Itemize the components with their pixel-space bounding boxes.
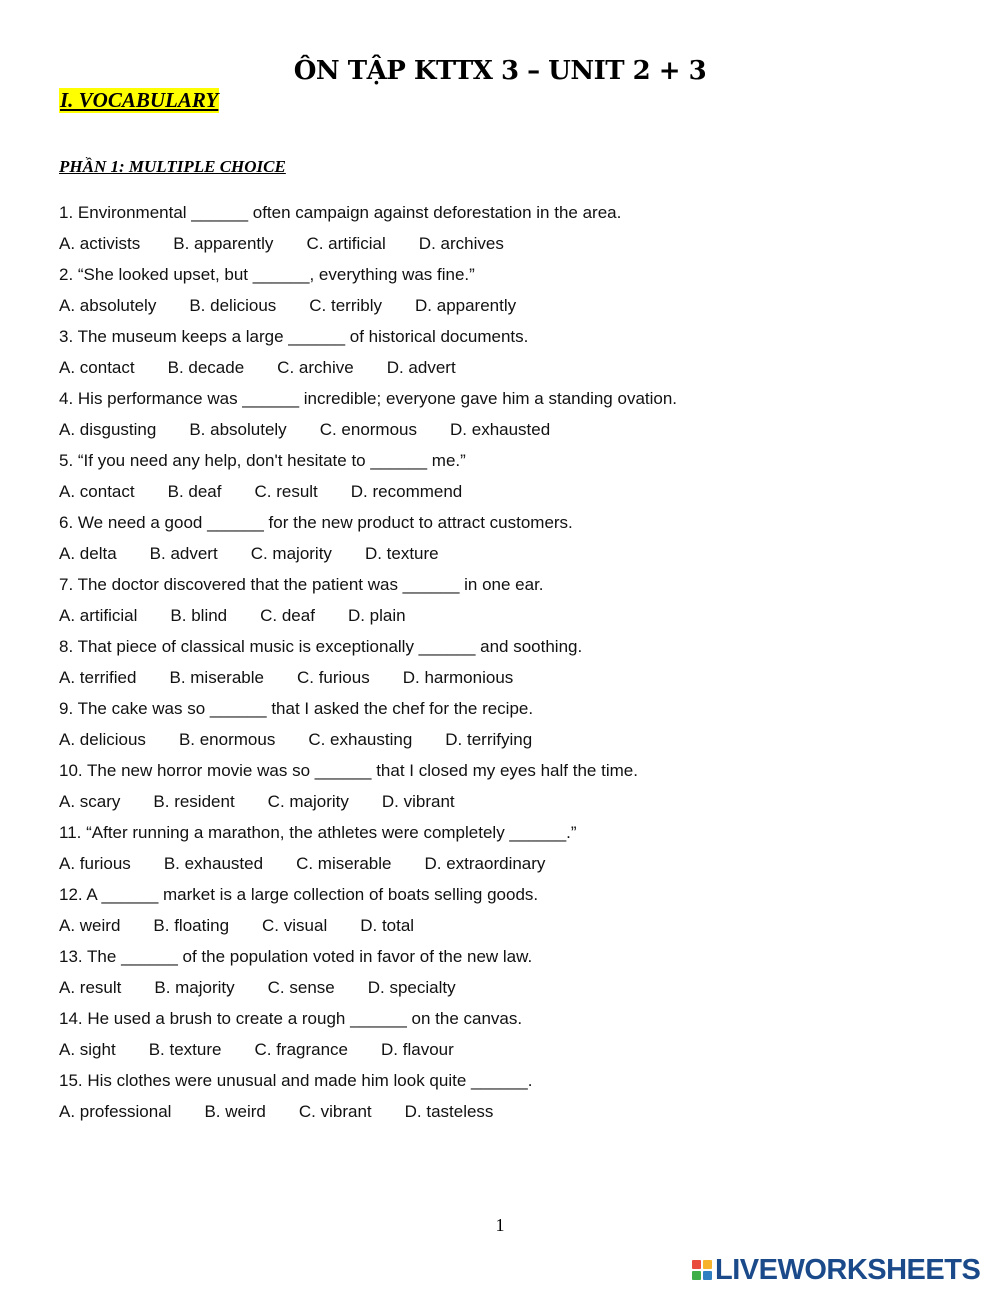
answer-options <box>59 604 959 635</box>
answer-option[interactable]: D. recommend <box>350 482 463 501</box>
answer-option[interactable]: C. majority <box>250 544 332 563</box>
answer-option[interactable]: B. miserable <box>169 668 264 687</box>
answer-option[interactable]: B. exhausted <box>163 854 264 873</box>
answer-option[interactable]: D. vibrant <box>381 792 455 811</box>
question-list <box>59 201 959 1131</box>
answer-option[interactable]: D. terrifying <box>445 730 533 749</box>
answer-option[interactable]: C. deaf <box>260 606 315 625</box>
answer-option[interactable]: D. harmonious <box>402 668 514 687</box>
answer-option[interactable]: C. sense <box>267 978 335 997</box>
answer-option[interactable]: D. flavour <box>381 1040 454 1059</box>
answer-option[interactable]: B. majority <box>154 978 235 997</box>
answer-option[interactable]: B. delicious <box>189 296 277 315</box>
answer-option[interactable]: B. enormous <box>178 730 276 749</box>
question-text: 1. Environmental ______ often campaign against deforestation in the area. <box>59 203 622 222</box>
answer-options <box>59 666 959 697</box>
answer-option[interactable]: C. majority <box>267 792 349 811</box>
answer-option[interactable]: C. artificial <box>306 234 386 253</box>
answer-option[interactable]: D. specialty <box>367 978 456 997</box>
answer-option[interactable]: B. apparently <box>173 234 274 253</box>
answer-options <box>59 1038 959 1069</box>
answer-option[interactable]: A. furious <box>59 854 131 873</box>
answer-options <box>59 356 959 387</box>
answer-option[interactable]: A. professional <box>59 1102 172 1121</box>
answer-option[interactable]: D. exhausted <box>450 420 551 439</box>
answer-options <box>59 418 959 449</box>
question-text: 10. The new horror movie was so ______ that I closed my eyes half the time. <box>59 761 638 780</box>
answer-option[interactable]: A. delta <box>59 544 117 563</box>
answer-option[interactable]: C. vibrant <box>298 1102 372 1121</box>
answer-option[interactable]: D. texture <box>364 544 439 563</box>
question-text: 9. The cake was so ______ that I asked the chef for the recipe. <box>59 699 534 718</box>
answer-option[interactable]: D. advert <box>386 358 456 377</box>
question-text: 6. We need a good ______ for the new product to attract customers. <box>59 513 573 532</box>
question-text: 8. That piece of classical music is exceptionally ______ and soothing. <box>59 637 583 656</box>
answer-option[interactable]: D. total <box>360 916 415 935</box>
logo-square-4 <box>703 1271 712 1280</box>
answer-option[interactable]: B. blind <box>170 606 228 625</box>
answer-options <box>59 790 959 821</box>
answer-option[interactable]: B. resident <box>153 792 235 811</box>
answer-options <box>59 852 959 883</box>
brand-text: LIVEWORKSHEETS <box>715 1253 981 1286</box>
answer-options <box>59 976 959 1007</box>
answer-option[interactable]: C. terribly <box>309 296 383 315</box>
answer-options <box>59 728 959 759</box>
answer-option[interactable]: A. artificial <box>59 606 138 625</box>
answer-option[interactable]: B. texture <box>148 1040 222 1059</box>
question-text: 7. The doctor discovered that the patient was ______ in one ear. <box>59 575 544 594</box>
answer-option[interactable]: A. result <box>59 978 122 997</box>
answer-option[interactable]: B. absolutely <box>189 420 287 439</box>
page-number: 1 <box>495 1215 505 1235</box>
answer-option[interactable]: C. visual <box>262 916 328 935</box>
answer-option[interactable]: A. scary <box>59 792 121 811</box>
answer-options <box>59 914 959 945</box>
question-text: 13. The ______ of the population voted in favor of the new law. <box>59 947 533 966</box>
answer-option[interactable]: A. sight <box>59 1040 116 1059</box>
answer-option[interactable]: B. deaf <box>167 482 222 501</box>
answer-option[interactable]: A. absolutely <box>59 296 157 315</box>
answer-option[interactable]: A. contact <box>59 358 135 377</box>
logo-square-3 <box>692 1271 701 1280</box>
answer-option[interactable]: D. apparently <box>415 296 517 315</box>
answer-options <box>59 1100 959 1131</box>
page-title: ÔN TẬP KTTX 3 – UNIT 2 + 3 <box>293 56 707 86</box>
answer-option[interactable]: D. archives <box>418 234 504 253</box>
answer-option[interactable]: B. decade <box>167 358 245 377</box>
answer-option[interactable]: C. furious <box>296 668 370 687</box>
question-text: 3. The museum keeps a large ______ of historical documents. <box>59 327 529 346</box>
answer-option[interactable]: B. weird <box>204 1102 266 1121</box>
section-heading: I. VOCABULARY <box>60 88 219 112</box>
logo-square-1 <box>692 1260 701 1269</box>
answer-options <box>59 232 959 263</box>
answer-option[interactable]: A. contact <box>59 482 135 501</box>
answer-option[interactable]: A. weird <box>59 916 121 935</box>
answer-option[interactable]: A. delicious <box>59 730 146 749</box>
question-text: 2. “She looked upset, but ______, everything was fine.” <box>59 265 475 284</box>
question-text: 5. “If you need any help, don't hesitate to ______ me.” <box>59 451 466 470</box>
answer-option[interactable]: A. activists <box>59 234 141 253</box>
answer-option[interactable]: A. terrified <box>59 668 137 687</box>
answer-option[interactable]: C. archive <box>277 358 354 377</box>
question-text: 12. A ______ market is a large collection of boats selling goods. <box>59 885 539 904</box>
answer-options <box>59 542 959 573</box>
answer-option[interactable]: D. tasteless <box>404 1102 494 1121</box>
answer-option[interactable]: A. disgusting <box>59 420 157 439</box>
answer-option[interactable]: B. advert <box>149 544 218 563</box>
question-text: 4. His performance was ______ incredible; everyone gave him a standing ovation. <box>59 389 678 408</box>
part-heading: PHẦN 1: MULTIPLE CHOICE <box>59 157 286 176</box>
logo-square-2 <box>703 1260 712 1269</box>
question-text: 11. “After running a marathon, the athletes were completely ______.” <box>59 823 577 842</box>
answer-options <box>59 480 959 511</box>
answer-option[interactable]: C. miserable <box>296 854 392 873</box>
answer-options <box>59 294 959 325</box>
answer-option[interactable]: D. plain <box>347 606 406 625</box>
answer-option[interactable]: B. floating <box>153 916 230 935</box>
answer-option[interactable]: C. exhausting <box>308 730 413 749</box>
answer-option[interactable]: C. fragrance <box>254 1040 349 1059</box>
brand-logo <box>692 1253 980 1287</box>
liveworksheets-logo-icon <box>692 1260 712 1280</box>
question-text: 14. He used a brush to create a rough ______ on the canvas. <box>59 1009 523 1028</box>
question-text: 15. His clothes were unusual and made him look quite ______. <box>59 1071 533 1090</box>
answer-option[interactable]: D. extraordinary <box>424 854 546 873</box>
answer-option[interactable]: C. enormous <box>319 420 418 439</box>
answer-option[interactable]: C. result <box>254 482 318 501</box>
